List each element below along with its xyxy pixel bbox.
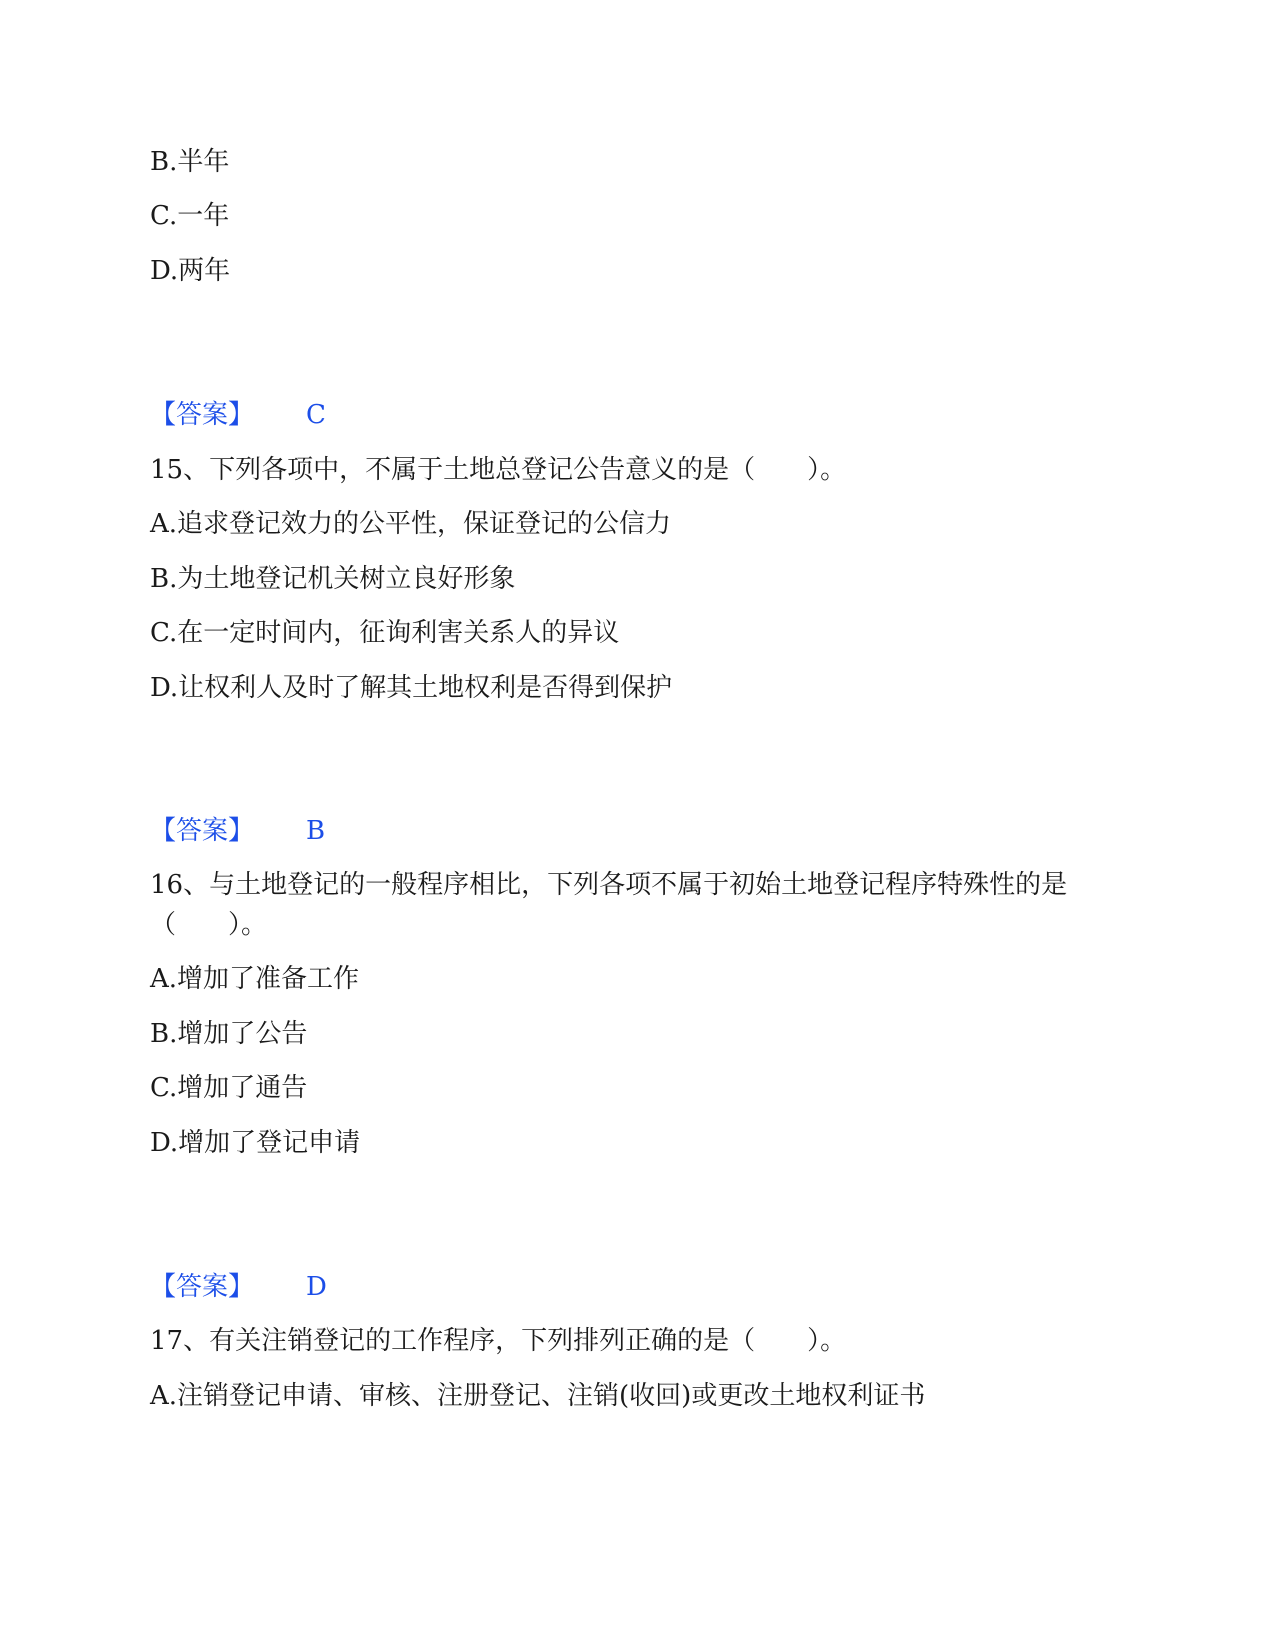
- option-b: B.为土地登记机关树立良好形象: [150, 564, 516, 594]
- answer-row: [150, 812, 325, 850]
- answer-value: B: [306, 816, 326, 846]
- option-d: D.增加了登记申请: [150, 1128, 361, 1158]
- option-c: C.增加了通告: [150, 1073, 308, 1103]
- option-b: B.半年: [150, 147, 230, 177]
- question-stem: 16、与土地登记的一般程序相比，下列各项不属于初始土地登记程序特殊性的是（ ）。: [150, 870, 1068, 940]
- answer-row: [150, 1268, 327, 1306]
- option-a: A.增加了准备工作: [150, 964, 360, 994]
- question-stem: 17、有关注销登记的工作程序，下列排列正确的是（ ）。: [150, 1326, 847, 1356]
- answer-value: D: [306, 1272, 327, 1302]
- answer-label: 【答案】: [150, 400, 255, 430]
- option-d: D.让权利人及时了解其土地权利是否得到保护: [150, 673, 673, 703]
- answer-label: 【答案】: [150, 1272, 255, 1302]
- answer-value: C: [306, 400, 326, 430]
- question-stem: 15、下列各项中，不属于土地总登记公告意义的是（ ）。: [150, 455, 847, 485]
- answer-row: [150, 396, 326, 434]
- option-a: A.注销登记申请、审核、注册登记、注销(收回)或更改土地权利证书: [150, 1381, 926, 1411]
- option-a: A.追求登记效力的公平性，保证登记的公信力: [150, 509, 672, 539]
- option-b: B.增加了公告: [150, 1019, 308, 1049]
- option-d: D.两年: [150, 256, 231, 286]
- option-c: C.一年: [150, 201, 230, 231]
- option-c: C.在一定时间内，征询利害关系人的异议: [150, 618, 620, 648]
- answer-label: 【答案】: [150, 816, 255, 846]
